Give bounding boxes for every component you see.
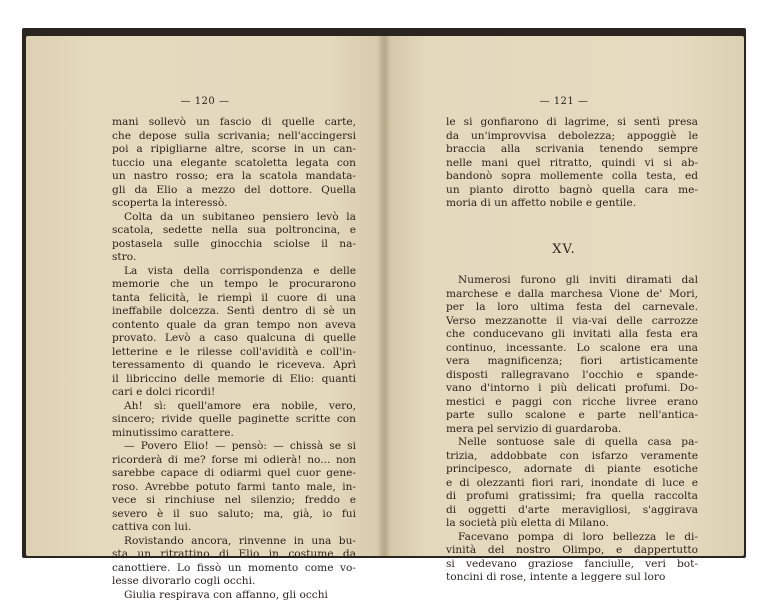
paragraph [112,265,356,400]
right-page-top-text [446,116,698,211]
text-line: nelle mani quel ritratto, quindi vi si ab- [446,157,698,171]
paragraph [112,535,356,589]
paragraph [112,589,356,602]
text-line: lesse divorarlo cogli occhi. [112,575,356,589]
text-line: Ah! sì: quell'amore era nobile, vero, [112,400,356,414]
paragraph [446,436,698,531]
text-line: letterine e le rilesse coll'avidità e coll'in- [112,346,356,360]
text-line: si vedevano graziose fanciulle, veri bot- [446,558,698,572]
text-line: Colta da un subitaneo pensiero levò la [112,211,356,225]
text-line: minutissimo carattere. [112,427,356,441]
paragraph [112,211,356,265]
book-gutter [377,36,391,556]
text-line: scoperta la interessò. [112,197,356,211]
paragraph [112,116,356,211]
text-line: roso. Avrebbe potuto farmi tanto male, in- [112,481,356,495]
right-page-number: — 121 — [384,96,744,107]
text-line: tuccio una elegante scatoletta legata con [112,157,356,171]
text-line: Giulia respirava con affanno, gli occhi [112,589,356,602]
paragraph [446,274,698,436]
text-line: Numerosi furono gli inviti diramati dal [446,274,698,288]
text-line: Facevano pompa di loro bellezza le di- [446,531,698,545]
text-line: severo è il suo saluto; ma, già, io fui [112,508,356,522]
text-line: teressamento di quando le riceveva. Aprì [112,359,356,373]
text-line: toncini di rose, intente a leggere sul loro [446,571,698,585]
text-line: che conducevano gli invitati alla festa era [446,328,698,342]
open-book [22,28,746,558]
text-line: moria di un affetto nobile e gentile. [446,197,698,211]
text-line: ricorderà di me? forse mi odierà! no... non [112,454,356,468]
chapter-heading: XV. [384,242,744,257]
text-line: braccia alla scrivania tenendo sempre [446,143,698,157]
left-page-text [112,116,356,602]
text-line: mestici e paggi con ricche livree erano [446,396,698,410]
text-line: contento quale da gran tempo non aveva [112,319,356,333]
right-page [384,36,744,556]
text-line: ineffabile dolcezza. Sentì dentro di sè un [112,305,356,319]
text-line: vano d'intorno i più delicati profumi. Do- [446,382,698,396]
text-line: scatola, sedette nella sua poltroncina, e [112,224,356,238]
text-line: continuo, incessante. Lo scalone era una [446,342,698,356]
text-line: le si gonfiarono di lagrime, si sentì presa [446,116,698,130]
text-line: sarebbe capace di odiarmi quel cuor gene- [112,467,356,481]
text-line: memorie che un tempo le procurarono [112,278,356,292]
text-line: mani sollevò un fascio di quelle carte, [112,116,356,130]
text-line: Nelle sontuose sale di quella casa pa- [446,436,698,450]
text-line: il libriccino delle memorie di Elio: quanti [112,373,356,387]
text-line: disposti rallegravano l'occhio e spande- [446,369,698,383]
text-line: da un'improvvisa debolezza; appoggiè le [446,130,698,144]
left-page [26,36,384,556]
text-line: Verso mezzanotte il via-vai delle carrozze [446,315,698,329]
text-line: tanta felicità, le riempì il cuore di una [112,292,356,306]
text-line: gli da Elio a mezzo del dottore. Quella [112,184,356,198]
text-line: mera pel servizio di guardaroba. [446,423,698,437]
text-line: stro. [112,251,356,265]
text-line: la società più eletta di Milano. [446,517,698,531]
text-line: marchese e dalla marchesa Vione de' Mori, [446,288,698,302]
text-line: sta un ritrattino di Elio in costume da [112,548,356,562]
text-line: provato. Levò a caso qualcuna di quelle [112,332,356,346]
text-line: postasela sulle ginocchia sciolse il na- [112,238,356,252]
text-line: La vista della corrispondenza e delle [112,265,356,279]
text-line: cattiva con lui. [112,521,356,535]
text-line: parte sullo scalone e parte nell'antica- [446,409,698,423]
text-line: e di olezzanti fiori rari, inondate di luce e [446,477,698,491]
text-line: poi a ripigliarne altre, scorse in un can- [112,143,356,157]
text-line: per la loro ultima festa del carnevale. [446,301,698,315]
paragraph [112,440,356,535]
text-line: di oggetti d'arte meravigliosi, s'aggirava [446,504,698,518]
text-line: sincero; rivide quelle paginette scritte con [112,413,356,427]
text-line: che depose sulla scrivania; nell'accingersi [112,130,356,144]
text-line: principesco, adornate di piante esotiche [446,463,698,477]
text-line: di profumi gratissimi; fra quella raccolta [446,490,698,504]
text-line: cari e dolci ricordi! [112,386,356,400]
text-line: bandonò sopra mollemente colla testa, ed [446,170,698,184]
text-line: un nastro rosso; era la scatola mandata- [112,170,356,184]
paragraph [112,400,356,441]
paragraph [446,116,698,211]
right-page-bottom-text [446,274,698,585]
text-line: vera magnificenza; fiori artisticamente [446,355,698,369]
text-line: canottiere. Lo fissò un momento come vo- [112,562,356,576]
text-line: Rovistando ancora, rinvenne in una bu- [112,535,356,549]
text-line: vece si rinchiuse nel silenzio; freddo e [112,494,356,508]
text-line: trizia, addobbate con isfarzo veramente [446,450,698,464]
paragraph [446,531,698,585]
text-line: un pianto dirotto bagnò quella cara me- [446,184,698,198]
text-line: vinità del nostro Olimpo, e dappertutto [446,544,698,558]
left-page-number: — 120 — [26,96,384,107]
text-line: — Povero Elio! — pensò: — chissà se si [112,440,356,454]
